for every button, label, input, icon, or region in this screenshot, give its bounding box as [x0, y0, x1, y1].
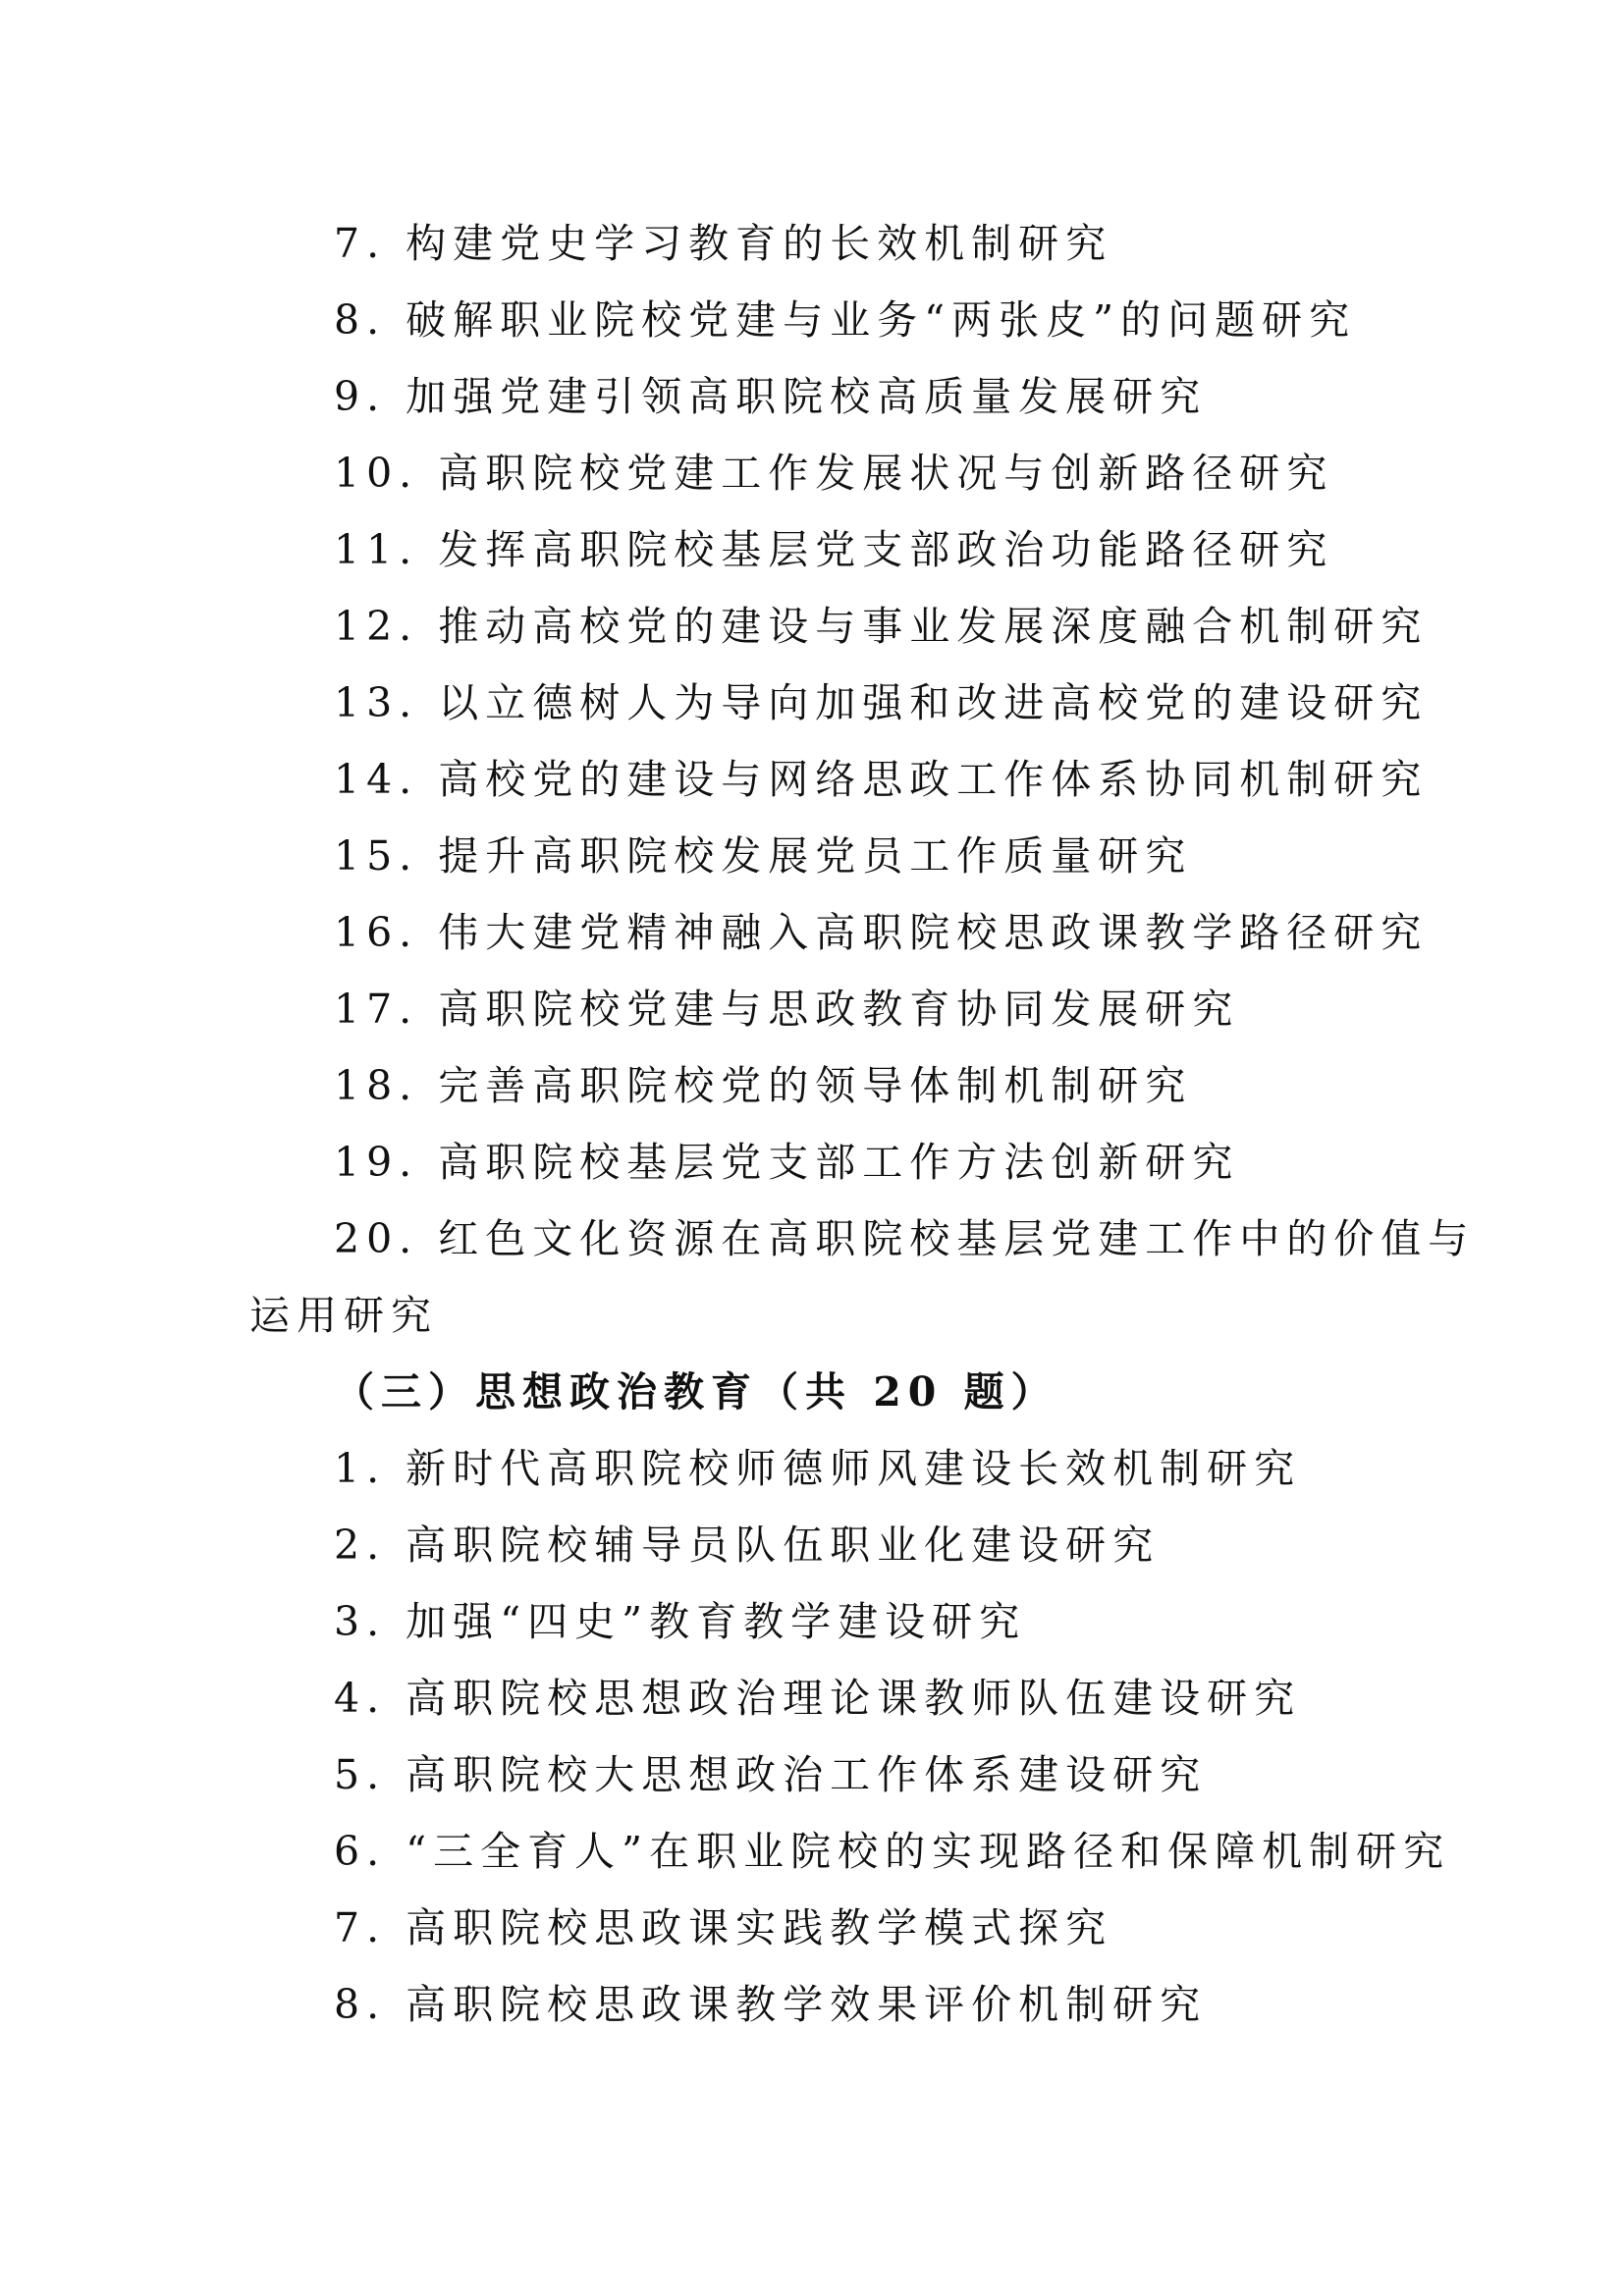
list-item: 18. 完善高职院校党的领导体制机制研究	[334, 1062, 1193, 1109]
list-item: 17. 高职院校党建与思政教育协同发展研究	[334, 986, 1240, 1033]
list-item: 8. 高职院校思政课教学效果评价机制研究	[334, 1981, 1208, 2028]
list-item: 16. 伟大建党精神融入高职院校思政课教学路径研究	[334, 909, 1429, 956]
list-item: 1. 新时代高职院校师德师风建设长效机制研究	[334, 1445, 1302, 1492]
list-item: 11. 发挥高职院校基层党支部政治功能路径研究	[334, 526, 1334, 573]
list-item: 10. 高职院校党建工作发展状况与创新路径研究	[334, 450, 1334, 497]
list-item: 13. 以立德树人为导向加强和改进高校党的建设研究	[334, 679, 1429, 726]
list-item: 9. 加强党建引领高职院校高质量发展研究	[334, 373, 1208, 420]
list-item: 15. 提升高职院校发展党员工作质量研究	[334, 832, 1193, 880]
list-item: 6. “三全育人”在职业院校的实现路径和保障机制研究	[334, 1828, 1451, 1875]
list-item: 4. 高职院校思想政治理论课教师队伍建设研究	[334, 1675, 1302, 1722]
list-item-continuation: 运用研究	[249, 1292, 438, 1339]
list-item: 5. 高职院校大思想政治工作体系建设研究	[334, 1751, 1208, 1798]
list-item: 14. 高校党的建设与网络思政工作体系协同机制研究	[334, 756, 1429, 803]
list-item: 7. 构建党史学习教育的长效机制研究	[334, 220, 1113, 267]
list-item: 3. 加强“四史”教育教学建设研究	[334, 1598, 1027, 1645]
list-item: 19. 高职院校基层党支部工作方法创新研究	[334, 1139, 1240, 1186]
list-item: 12. 推动高校党的建设与事业发展深度融合机制研究	[334, 603, 1429, 650]
list-item: 7. 高职院校思政课实践教学模式探究	[334, 1904, 1113, 1951]
section-heading: （三）思想政治教育（共 20 题）	[334, 1368, 1058, 1415]
list-item: 2. 高职院校辅导员队伍职业化建设研究	[334, 1522, 1161, 1569]
list-item: 20. 红色文化资源在高职院校基层党建工作中的价值与	[334, 1215, 1476, 1262]
list-item: 8. 破解职业院校党建与业务“两张皮”的问题研究	[334, 296, 1357, 344]
